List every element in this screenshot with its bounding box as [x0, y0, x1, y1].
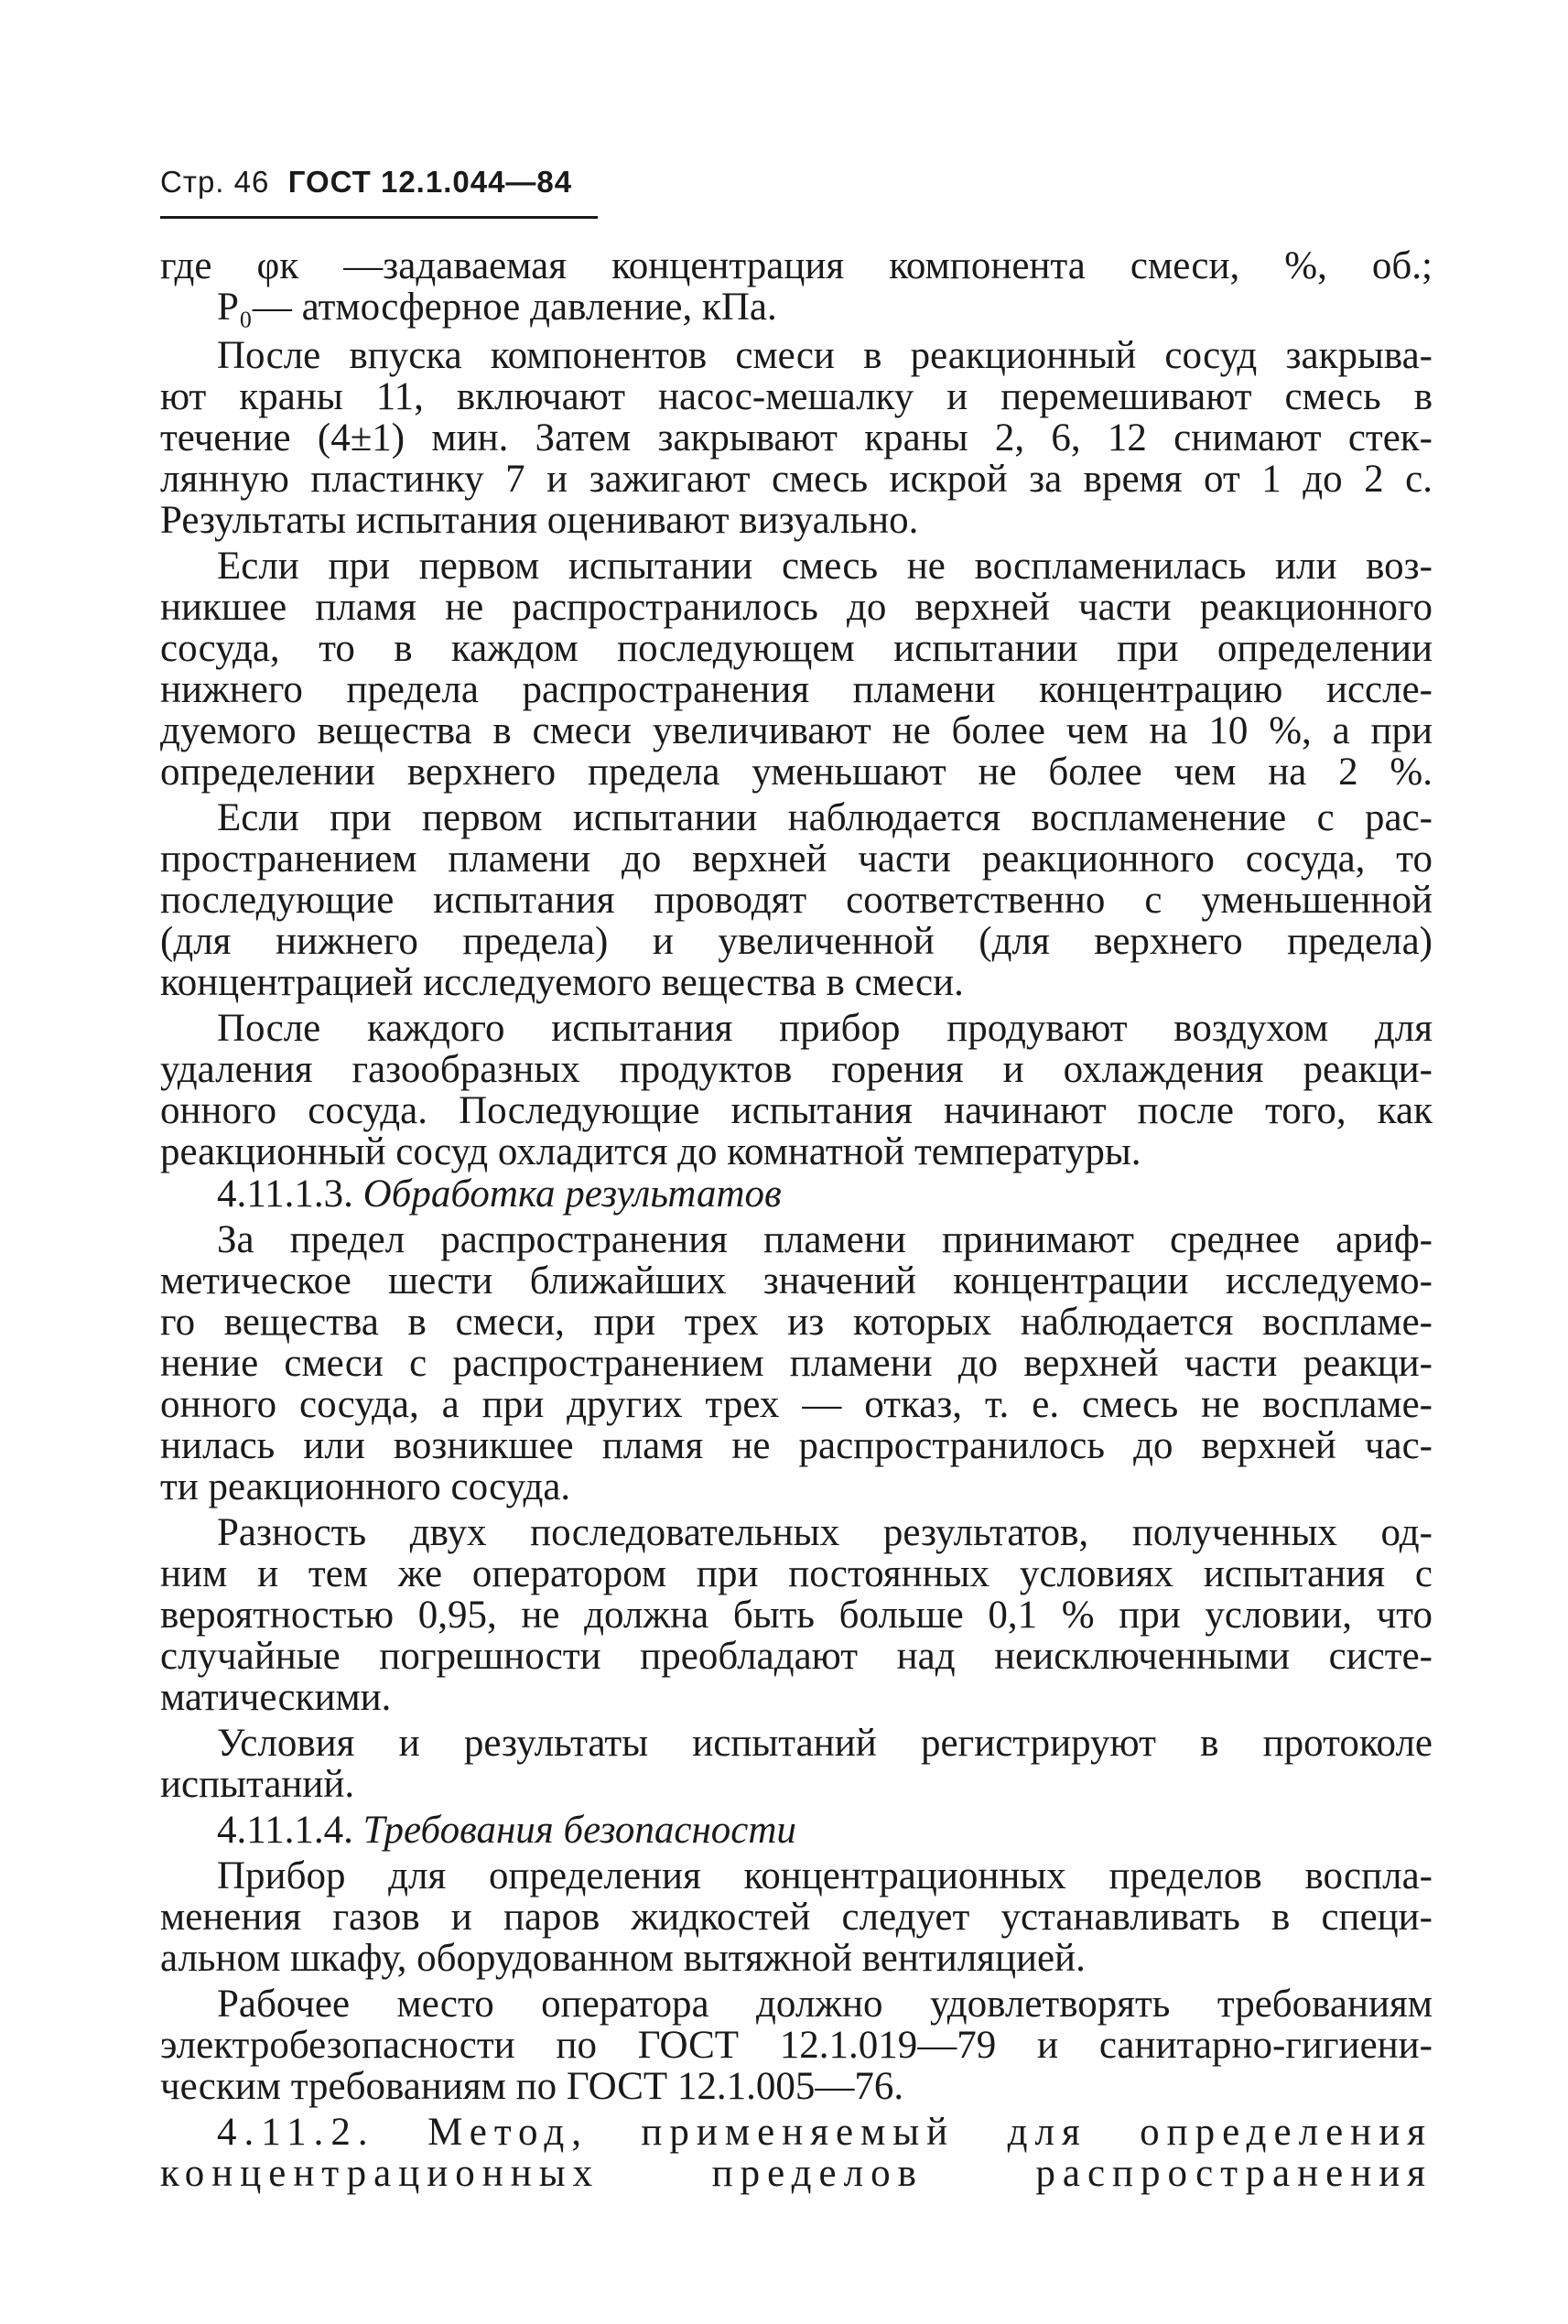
- section-title: Обработка результатов: [362, 1173, 782, 1216]
- header-rule: [160, 216, 598, 219]
- text-line: онного сосуда, а при других трех — отказ, т. е. смесь не воспламе-: [160, 1383, 1433, 1426]
- text-line: 4.11.2. Метод, применяемый для определения: [217, 2111, 1433, 2154]
- text-line: случайные погрешности преобладают над неисключенными систе-: [160, 1635, 1433, 1678]
- text-line: нилась или возникшее пламя не распространилось до верхней час-: [160, 1424, 1433, 1467]
- text-line: пространением пламени до верхней части реакционного сосуда, то: [160, 838, 1433, 881]
- text-line: Прибор для определения концентрационных пределов воспла-: [217, 1854, 1433, 1897]
- text-line: последующие испытания проводят соответственно с уменьшенной: [160, 879, 1433, 922]
- section-heading: [217, 1173, 782, 1215]
- page-number: Стр. 46: [160, 165, 270, 199]
- text-line: где φк —задаваемая концентрация компонента смеси, %, об.;: [160, 244, 1433, 287]
- text-line: лянную пластинку 7 и зажигают смесь искрой за время от 1 до 2 с.: [160, 458, 1433, 501]
- section-title: Требования безопасности: [362, 1809, 796, 1852]
- text-line: После впуска компонентов смеси в реакционный сосуд закрыва-: [217, 334, 1433, 377]
- text-line: определении верхнего предела уменьшают не более чем на 2 %.: [160, 751, 1433, 794]
- text-line: менения газов и паров жидкостей следует устанавливать в специ-: [160, 1896, 1433, 1939]
- text-line: альном шкафу, оборудованном вытяжной вентиляцией.: [160, 1937, 1086, 1980]
- text-line: концентрацией исследуемого вещества в смеси.: [160, 961, 964, 1004]
- text-line: Если при первом испытании наблюдается воспламенение с рас-: [217, 796, 1433, 839]
- section-number: 4.11.1.4.: [217, 1809, 353, 1852]
- text-line: нение смеси с распространением пламени до верхней части реакци-: [160, 1342, 1433, 1385]
- text-line: никшее пламя не распространилось до верхней части реакционного: [160, 586, 1433, 629]
- text-line: электробезопасности по ГОСТ 12.1.019—79 и санитарно-гигиени-: [160, 2024, 1433, 2067]
- text-line: Разность двух последовательных результатов, полученных од-: [217, 1511, 1433, 1554]
- running-head: [160, 165, 572, 200]
- section-heading: [217, 1810, 796, 1851]
- text-line: вероятностью 0,95, не должна быть больше 0,1 % при условии, что: [160, 1594, 1433, 1637]
- text-line: нижнего предела распространения пламени концентрацию иссле-: [160, 668, 1433, 711]
- text-line: За предел распространения пламени принимают среднее ариф-: [217, 1218, 1433, 1261]
- text-line: реакционный сосуд охладится до комнатной температуры.: [160, 1130, 1141, 1173]
- page-header: [160, 165, 609, 229]
- text-line: дуемого вещества в смеси увеличивают не более чем на 10 %, а при: [160, 709, 1433, 752]
- text-line: Если при первом испытании смесь не воспламенилась или воз-: [217, 545, 1433, 588]
- text-line: течение (4±1) мин. Затем закрывают краны 2, 6, 12 снимают стек-: [160, 416, 1433, 459]
- text-line: (для нижнего предела) и увеличенной (для верхнего предела): [160, 920, 1433, 963]
- text-line: Условия и результаты испытаний регистрируют в протоколе: [217, 1722, 1433, 1765]
- text-line: матическими.: [160, 1676, 392, 1719]
- text-line: концентрационных пределов распространения: [160, 2152, 1433, 2195]
- text-line: P₀— атмосферное давление, кПа.: [217, 286, 777, 329]
- standard-code: ГОСТ 12.1.044—84: [287, 165, 573, 199]
- text-line: Результаты испытания оценивают визуально.: [160, 499, 919, 542]
- section-number: 4.11.1.3.: [217, 1173, 353, 1216]
- text-line: ческим требованиям по ГОСТ 12.1.005—76.: [160, 2065, 904, 2108]
- text-line: ти реакционного сосуда.: [160, 1465, 571, 1508]
- text-line: го вещества в смеси, при трех из которых наблюдается воспламе-: [160, 1301, 1433, 1344]
- text-line: удаления газообразных продуктов горения и охлаждения реакци-: [160, 1048, 1433, 1091]
- text-line: метическое шести ближайших значений концентрации исследуемо-: [160, 1259, 1433, 1303]
- text-line: сосуда, то в каждом последующем испытании при определении: [160, 627, 1433, 670]
- text-line: ют краны 11, включают насос-мешалку и перемешивают смесь в: [160, 375, 1433, 418]
- text-line: После каждого испытания прибор продувают воздухом для: [217, 1007, 1433, 1050]
- text-line: Рабочее место оператора должно удовлетворять требованиям: [217, 1983, 1433, 2026]
- text-line: ним и тем же оператором при постоянных условиях испытания с: [160, 1552, 1433, 1595]
- text-line: онного сосуда. Последующие испытания начинают после того, как: [160, 1089, 1433, 1132]
- text-line: испытаний.: [160, 1763, 355, 1806]
